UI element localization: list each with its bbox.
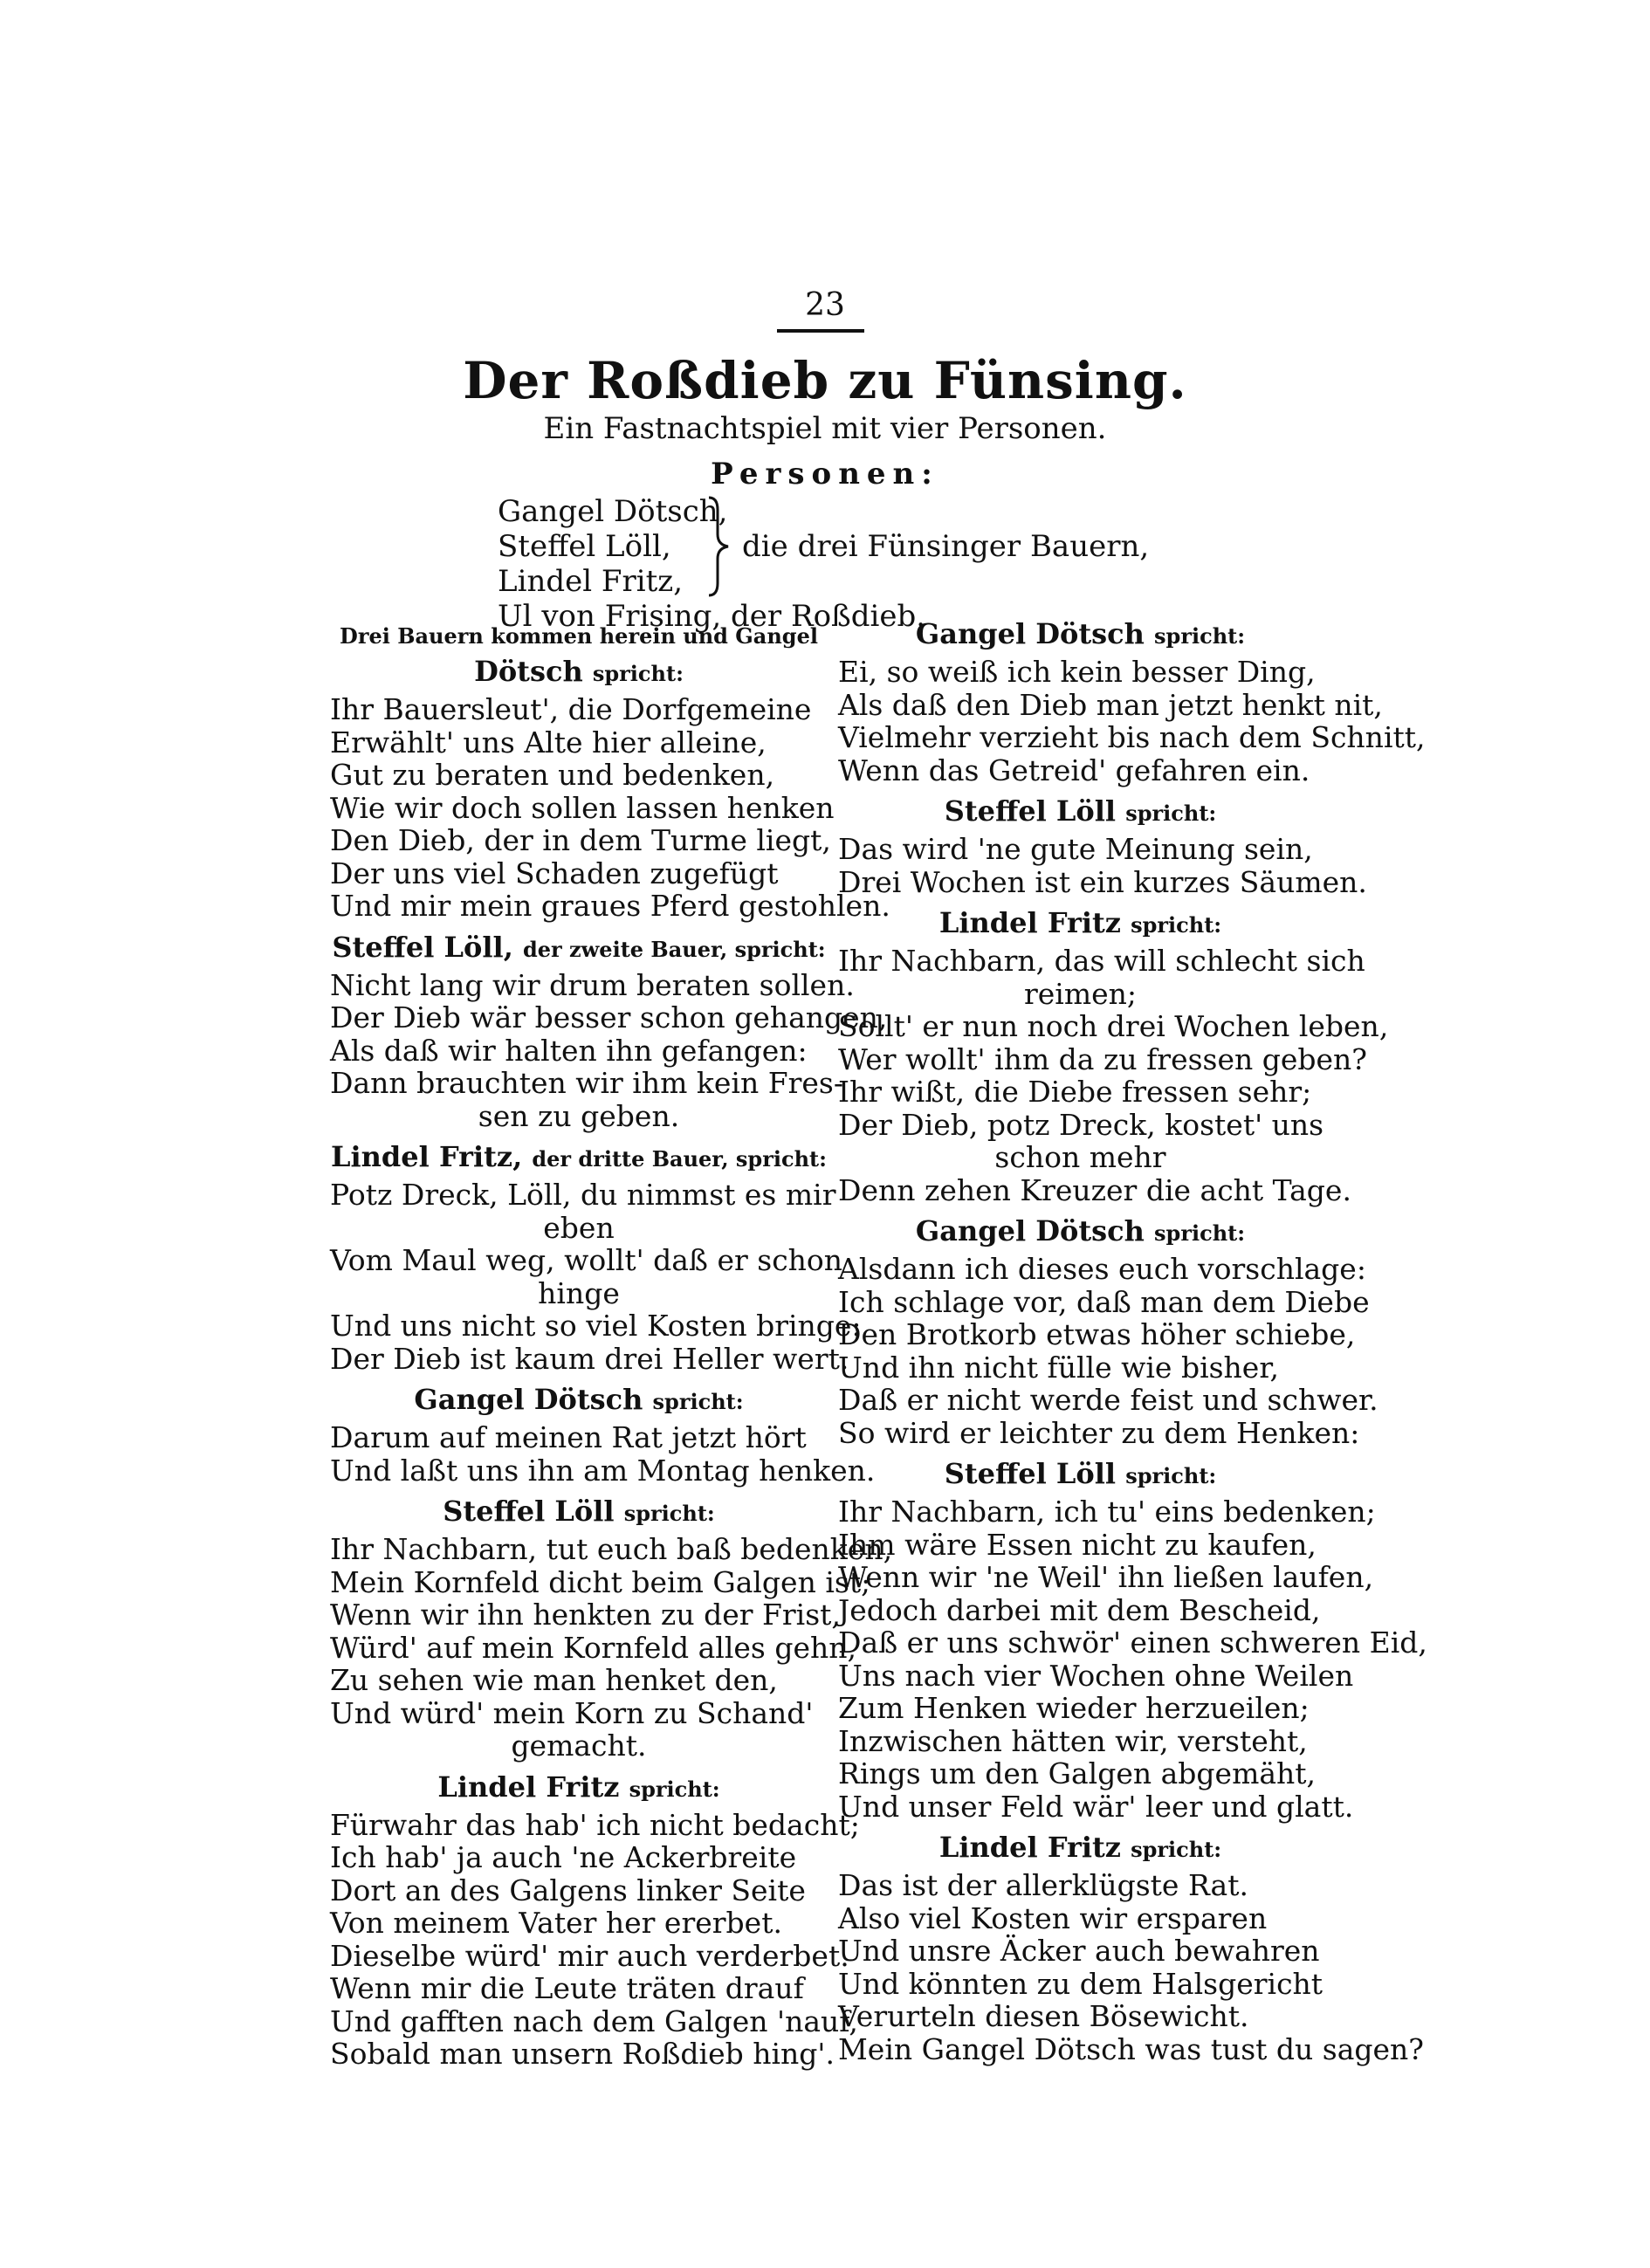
speaker-tag: spricht:: [1154, 623, 1246, 649]
verse-line: Sobald man unsern Roßdieb hing'.: [330, 2037, 835, 2071]
verse-line: Vom Maul weg, wollt' daß er schon: [330, 1243, 843, 1277]
verse-line: Verurteln diesen Bösewicht.: [838, 1999, 1249, 2033]
speaker-heading: [838, 1213, 1323, 1251]
verse-line: Zu sehen wie man henket den,: [330, 1663, 778, 1697]
verse-line: Ihr Nachbarn, tut euch baß bedenken,: [330, 1532, 893, 1566]
verse-line: Ihr wißt, die Diebe fressen sehr;: [838, 1075, 1312, 1109]
speaker-name: Gangel Dötsch: [915, 1214, 1145, 1247]
verse-line: So wird er leichter zu dem Henken:: [838, 1415, 1360, 1450]
verse-line: Uns nach vier Wochen ohne Weilen: [838, 1658, 1354, 1693]
verse-line: Und könnten zu dem Halsgericht: [838, 1966, 1323, 2001]
speaker-heading: [838, 1456, 1323, 1494]
speaker-tag: spricht:: [592, 661, 684, 686]
verse-line: Ich hab' ja auch 'ne Ackerbreite: [330, 1840, 797, 1874]
left-column: [330, 616, 893, 2071]
speaker-name: Gangel Dötsch: [915, 617, 1145, 650]
verse-line: Dieselbe würd' mir auch verderbet.: [330, 1938, 849, 1973]
verse-line: Ihr Bauersleut', die Dorfgemeine: [330, 692, 812, 726]
cast-name: Steffel Löll,: [498, 529, 671, 564]
verse-line: Das ist der allerklügste Rat.: [838, 1868, 1248, 1902]
verse-line: Wer wollt' ihm da zu fressen geben?: [838, 1041, 1367, 1076]
subtitle: Ein Fastnachtspiel mit vier Personen.: [543, 411, 1107, 446]
verse-line: Fürwahr das hab' ich nicht bedacht;: [330, 1807, 860, 1842]
verse-line: Wenn wir 'ne Weil' ihn ließen laufen,: [838, 1560, 1374, 1594]
verse-line: Inzwischen hätten wir, versteht,: [838, 1723, 1308, 1758]
verse-line: Und laßt uns ihn am Montag henken.: [330, 1453, 876, 1488]
verse-line: Also viel Kosten wir ersparen: [838, 1900, 1268, 1935]
cast-group-description: die drei Fünsinger Bauern,: [742, 529, 1150, 564]
verse-line: Wie wir doch sollen lassen henken: [330, 790, 835, 825]
cast-name-thief: Ul von Frising, der Roßdieb.: [498, 599, 926, 634]
cast-name: Lindel Fritz,: [498, 564, 684, 599]
speaker-heading: [330, 1382, 828, 1419]
right-column: [838, 616, 1427, 2066]
speaker-tag: der dritte Bauer, spricht:: [532, 1146, 827, 1172]
verse-continuation: hinge: [538, 1275, 620, 1310]
page-title: Der Roßdieb zu Fünsing.: [463, 351, 1187, 410]
verse-continuation: sen zu geben.: [478, 1098, 680, 1133]
speaker-heading: [330, 930, 828, 967]
verse-line: Rings um den Galgen abgemäht,: [838, 1756, 1317, 1790]
speaker-tag: spricht:: [629, 1776, 720, 1802]
verse-line: Und mir mein graues Pferd gestohlen.: [330, 889, 890, 923]
verse-line: Gut zu beraten und bedenken,: [330, 758, 775, 792]
verse-line: Und gafften nach dem Galgen 'nauf,: [330, 2003, 858, 2038]
verse-line: Mein Kornfeld dicht beim Galgen ist;: [330, 1564, 871, 1599]
verse-line: Daß er uns schwör' einen schweren Eid,: [838, 1625, 1427, 1660]
verse-line: Den Brotkorb etwas höher schiebe,: [838, 1317, 1356, 1351]
speaker-tag: spricht:: [1131, 912, 1222, 938]
speaker-heading: [838, 905, 1323, 943]
speaker-heading: [330, 1139, 828, 1177]
verse-line: Der Dieb wär besser schon gehangen,: [330, 1000, 888, 1034]
speaker-name: Steffel Löll,: [332, 930, 513, 964]
verse-line: Der uns viel Schaden zugefügt: [330, 856, 779, 890]
verse-line: Als daß den Dieb man jetzt henkt nit,: [838, 687, 1383, 722]
speaker-heading: [330, 616, 828, 691]
speaker-heading: [838, 794, 1323, 831]
verse-line: Der Dieb, potz Dreck, kostet' uns: [838, 1107, 1324, 1142]
verse-line: Potz Dreck, Löll, du nimmst es mir: [330, 1178, 836, 1212]
speaker-name: Steffel Löll: [944, 794, 1117, 828]
verse-line: Von meinem Vater her ererbet.: [330, 1906, 782, 1940]
cast-name: Gangel Dötsch,: [498, 494, 728, 529]
verse-line: Und unsre Äcker auch bewahren: [838, 1934, 1320, 1968]
speaker-name: Gangel Dötsch: [414, 1383, 643, 1416]
verse-continuation: eben: [543, 1210, 615, 1245]
verse-line: Und unser Feld wär' leer und glatt.: [838, 1789, 1354, 1824]
page-number: 23: [805, 287, 845, 323]
speaker-name: Lindel Fritz,: [331, 1140, 523, 1173]
speaker-tag: der zweite Bauer, spricht:: [522, 936, 826, 962]
speaker-name: Lindel Fritz: [437, 1770, 620, 1804]
speaker-name: Steffel Löll: [944, 1457, 1117, 1490]
speaker-tag: spricht:: [1125, 1463, 1217, 1488]
verse-line: Darum auf meinen Rat jetzt hört: [330, 1420, 807, 1454]
speaker-tag: spricht:: [1154, 1220, 1246, 1246]
speaker-name: Steffel Löll: [443, 1495, 615, 1528]
verse-line: Alsdann ich dieses euch vorschlage:: [838, 1252, 1366, 1286]
verse-line: Der Dieb ist kaum drei Heller wert.: [330, 1341, 849, 1376]
speaker-name: Dötsch: [474, 655, 583, 688]
verse-line: Den Dieb, der in dem Turme liegt,: [330, 823, 831, 857]
speaker-name: Lindel Fritz: [938, 1831, 1121, 1864]
verse-line: Dort an des Galgens linker Seite: [330, 1873, 806, 1907]
verse-line: Ich schlage vor, daß man dem Diebe: [838, 1284, 1370, 1319]
speaker-heading: [838, 1830, 1323, 1867]
verse-line: Zum Henken wieder herzueilen;: [838, 1691, 1310, 1725]
verse-line: Und ihn nicht fülle wie bisher,: [838, 1350, 1279, 1385]
speaker-heading: [330, 1494, 828, 1531]
stage-direction: Drei Bauern kommen herein und Gangel: [340, 623, 818, 649]
verse-line: Wenn das Getreid' gefahren ein.: [838, 753, 1310, 787]
verse-line: Ihm wäre Essen nicht zu kaufen,: [838, 1527, 1317, 1562]
speaker-tag: spricht:: [652, 1389, 744, 1414]
verse-line: Nicht lang wir drum beraten sollen.: [330, 967, 855, 1002]
verse-line: Erwählt' uns Alte hier alleine,: [330, 725, 767, 759]
speaker-tag: spricht:: [1131, 1837, 1222, 1862]
verse-line: Mein Gangel Dötsch was tust du sagen?: [838, 2031, 1424, 2066]
verse-line: Wenn mir die Leute träten drauf: [330, 1971, 804, 2005]
verse-line: Ei, so weiß ich kein besser Ding,: [838, 655, 1316, 689]
verse-continuation: reimen;: [1023, 976, 1138, 1011]
speaker-tag: spricht:: [1125, 801, 1217, 826]
verse-continuation: gemacht.: [511, 1728, 647, 1763]
speaker-heading: [838, 616, 1323, 654]
verse-line: Vielmehr verzieht bis nach dem Schnitt,: [838, 720, 1426, 754]
verse-line: Als daß wir halten ihn gefangen:: [330, 1033, 808, 1068]
verse-line: Dann brauchten wir ihm kein Fres-: [330, 1066, 843, 1100]
verse-line: Daß er nicht werde feist und schwer.: [838, 1383, 1378, 1417]
verse-line: Ihr Nachbarn, ich tu' eins bedenken;: [838, 1495, 1376, 1529]
page-number-rule: [777, 329, 864, 333]
verse-line: Wenn wir ihn henkten zu der Frist,: [330, 1598, 841, 1632]
brace-icon: [705, 494, 732, 599]
verse-line: Und uns nicht so viel Kosten bringe:: [330, 1309, 862, 1343]
speaker-heading: [330, 1770, 828, 1807]
speaker-tag: spricht:: [623, 1501, 715, 1526]
cast-heading: Personen:: [711, 457, 939, 491]
speaker-name: Lindel Fritz: [938, 906, 1121, 939]
verse-line: Das wird 'ne gute Meinung sein,: [838, 832, 1313, 866]
verse-line: Denn zehen Kreuzer die acht Tage.: [838, 1172, 1351, 1207]
verse-continuation: schon mehr: [994, 1140, 1166, 1174]
verse-line: Jedoch darbei mit dem Bescheid,: [838, 1592, 1321, 1627]
verse-line: Sollt' er nun noch drei Wochen leben,: [838, 1009, 1389, 1043]
verse-line: Ihr Nachbarn, das will schlecht sich: [838, 944, 1365, 978]
verse-line: Würd' auf mein Kornfeld alles gehn,: [330, 1630, 857, 1665]
verse-line: Drei Wochen ist ein kurzes Säumen.: [838, 864, 1367, 899]
verse-line: Und würd' mein Korn zu Schand': [330, 1695, 814, 1730]
